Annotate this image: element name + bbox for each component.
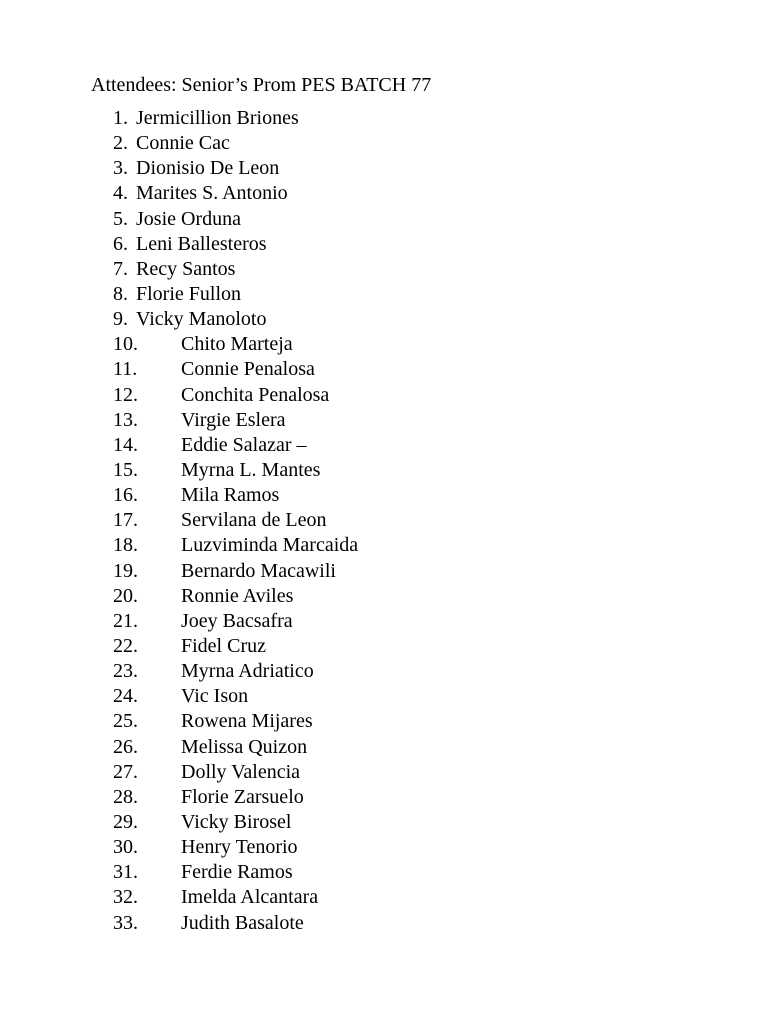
item-number: 19. xyxy=(113,559,138,582)
attendee-name: Mila Ramos xyxy=(181,484,280,507)
attendee-name: Josie Orduna xyxy=(136,207,241,230)
item-number: 10. xyxy=(113,333,138,356)
attendee-name: Servilana de Leon xyxy=(181,509,327,532)
item-number: 22. xyxy=(113,634,138,657)
attendee-name: Vicky Birosel xyxy=(181,810,292,833)
attendee-name: Conchita Penalosa xyxy=(181,383,330,406)
attendee-name: Eddie Salazar – xyxy=(181,433,307,456)
attendee-name: Dolly Valencia xyxy=(181,760,301,783)
attendee-name: Virgie Eslera xyxy=(181,408,286,431)
item-number: 6. xyxy=(113,232,128,255)
attendee-name: Connie Penalosa xyxy=(181,358,315,381)
attendee-name: Ferdie Ramos xyxy=(181,861,293,884)
attendee-name: Marites S. Antonio xyxy=(136,182,288,205)
item-number: 7. xyxy=(113,257,128,280)
item-number: 33. xyxy=(113,911,138,934)
item-number: 2. xyxy=(113,132,128,155)
attendee-name: Judith Basalote xyxy=(181,911,304,934)
item-number: 18. xyxy=(113,534,138,557)
attendee-name: Connie Cac xyxy=(136,132,230,155)
item-number: 4. xyxy=(113,182,128,205)
item-number: 13. xyxy=(113,408,138,431)
item-number: 12. xyxy=(113,383,138,406)
item-number: 16. xyxy=(113,484,138,507)
item-number: 3. xyxy=(113,157,128,180)
attendee-name: Melissa Quizon xyxy=(181,735,308,758)
item-number: 29. xyxy=(113,810,138,833)
item-number: 24. xyxy=(113,685,138,708)
attendee-name: Henry Tenorio xyxy=(181,836,298,859)
item-number: 20. xyxy=(113,584,138,607)
attendee-name: Vic Ison xyxy=(181,685,249,708)
attendee-name: Rowena Mijares xyxy=(181,710,313,733)
attendee-name: Dionisio De Leon xyxy=(136,157,280,180)
attendee-name: Recy Santos xyxy=(136,257,236,280)
item-number: 31. xyxy=(113,861,138,884)
item-number: 1. xyxy=(113,107,128,129)
attendee-name: Luzviminda Marcaida xyxy=(181,534,359,557)
attendee-name: Leni Ballesteros xyxy=(136,232,267,255)
item-number: 28. xyxy=(113,785,138,808)
item-number: 17. xyxy=(113,509,138,532)
attendee-name: Fidel Cruz xyxy=(181,634,266,657)
item-number: 23. xyxy=(113,660,138,683)
attendee-name: Florie Fullon xyxy=(136,282,242,305)
item-number: 11. xyxy=(113,358,138,381)
attendee-name: Joey Bacsafra xyxy=(181,609,293,632)
item-number: 30. xyxy=(113,836,138,859)
item-number: 27. xyxy=(113,760,138,783)
item-number: 32. xyxy=(113,886,138,909)
attendee-name: Myrna L. Mantes xyxy=(181,458,321,481)
attendee-name: Imelda Alcantara xyxy=(181,886,319,909)
attendee-name: Jermicillion Briones xyxy=(136,107,299,129)
attendee-name: Bernardo Macawili xyxy=(181,559,336,582)
item-number: 15. xyxy=(113,458,138,481)
attendee-name: Chito Marteja xyxy=(181,333,293,356)
item-number: 14. xyxy=(113,433,138,456)
attendee-name: Vicky Manoloto xyxy=(136,308,267,331)
attendee-name: Ronnie Aviles xyxy=(181,584,294,607)
attendee-name: Myrna Adriatico xyxy=(181,660,314,683)
item-number: 21. xyxy=(113,609,138,632)
document-title: Attendees: Senior’s Prom PES BATCH 77 xyxy=(91,74,432,96)
item-number: 9. xyxy=(113,308,128,331)
item-number: 8. xyxy=(113,282,128,305)
attendee-name: Florie Zarsuelo xyxy=(181,785,304,808)
item-number: 26. xyxy=(113,735,138,758)
item-number: 5. xyxy=(113,207,128,230)
item-number: 25. xyxy=(113,710,138,733)
